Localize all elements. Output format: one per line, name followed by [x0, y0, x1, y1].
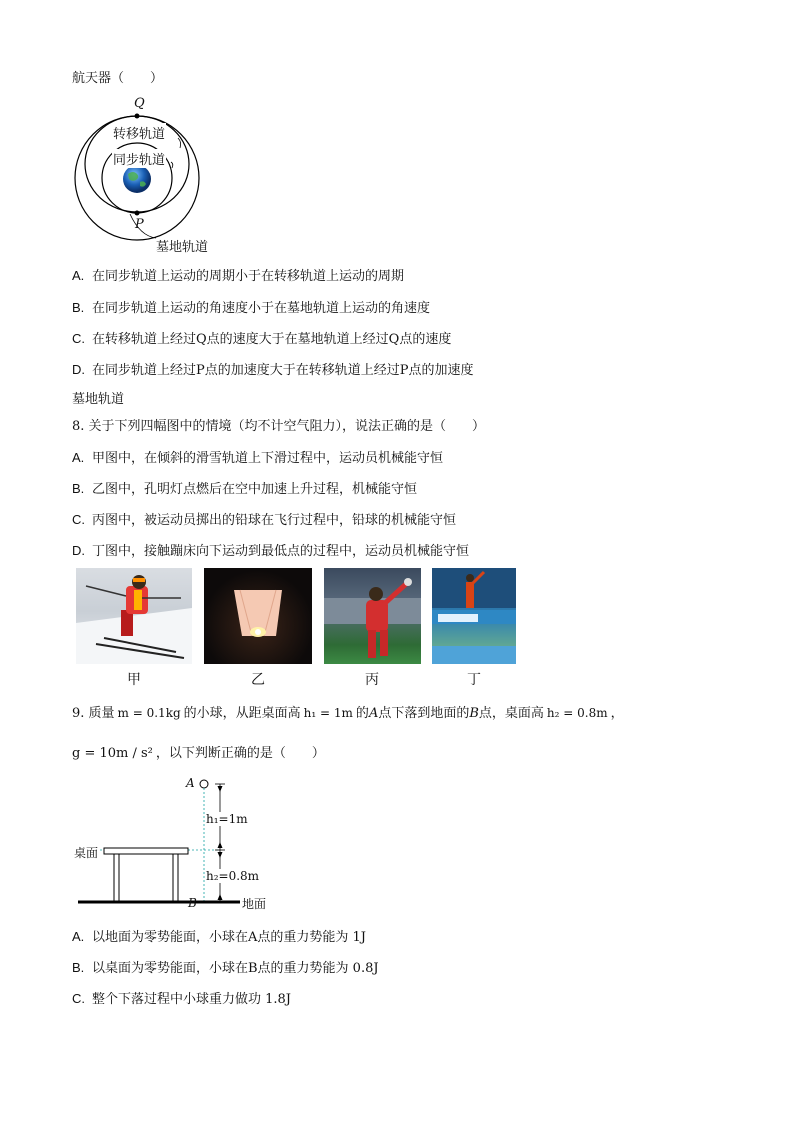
orbit-label-grave: 墓地轨道: [156, 240, 209, 255]
orbit-diagram: [70, 96, 230, 258]
q9-option-b[interactable]: B. 以桌面为零势能面，小球在B点的重力势能为 0.8J: [72, 960, 379, 976]
question-9-stem-line2: g = 10m / s² ，以下判断正确的是（ ）: [72, 746, 325, 761]
photo-trampoline: [432, 568, 516, 664]
fig-point-b: B: [188, 896, 197, 910]
drop-diagram: [70, 772, 290, 912]
q9-option-c[interactable]: C. 整个下落过程中小球重力做功 1.8J: [72, 991, 292, 1007]
ball-a: [200, 780, 208, 788]
q7-option-d[interactable]: D. 在同步轨道上经过P点的加速度大于在转移轨道上经过P点的加速度: [72, 362, 474, 378]
q8-option-a[interactable]: A. 甲图中，在倾斜的滑雪轨道上下滑过程中，运动员机械能守恒: [72, 450, 444, 466]
photo-skier: [76, 568, 192, 664]
fig-ground-label: 地面: [242, 897, 267, 911]
q7-option-b[interactable]: B. 在同步轨道上运动的角速度小于在墓地轨道上运动的角速度: [72, 300, 431, 316]
fig-table-label: 桌面: [74, 846, 99, 860]
caption-bing: 丙: [365, 672, 379, 688]
q8-option-c[interactable]: C. 丙图中，被运动员掷出的铅球在飞行过程中，铅球的机械能守恒: [72, 512, 457, 528]
orbit-label-transfer: 转移轨道: [112, 123, 166, 142]
table-top: [104, 848, 188, 854]
point-p-dot: [135, 211, 140, 216]
question-8-stem: 8. 关于下列四幅图中的情境（均不计空气阻力），说法正确的是（ ）: [72, 419, 486, 434]
caption-jia: 甲: [127, 672, 141, 688]
q8-option-b[interactable]: B. 乙图中，孔明灯点燃后在空中加速上升过程，机械能守恒: [72, 481, 418, 497]
fig-h1-label: h₁=1m: [206, 812, 248, 826]
fig-point-a: A: [186, 776, 195, 790]
photo-sky-lantern: [204, 568, 312, 664]
q7-after-text: 墓地轨道: [72, 392, 125, 407]
orbit-label-p: P: [135, 217, 144, 232]
question-9-stem-line1: 9. 质量 m = 0.1kg 的小球，从距桌面高 h₁ = 1m 的A点下落到地面的B点，桌面高 h₂ = 0.8m ，: [72, 706, 624, 721]
q8-option-d[interactable]: D. 丁图中，接触蹦床向下运动到最低点的过程中，运动员机械能守恒: [72, 543, 470, 559]
q9-option-a[interactable]: A. 以地面为零势能面，小球在A点的重力势能为 1J: [72, 929, 367, 945]
caption-yi: 乙: [251, 672, 265, 688]
caption-ding: 丁: [467, 672, 481, 688]
point-q-dot: [135, 114, 140, 119]
q7-option-a[interactable]: A. 在同步轨道上运动的周期小于在转移轨道上运动的周期: [72, 268, 405, 284]
orbit-label-q: Q: [134, 96, 145, 111]
question-7-tail: 航天器（ ）: [72, 71, 164, 86]
orbit-label-sync: 同步轨道: [112, 149, 166, 168]
photo-shot-put: [324, 568, 421, 664]
fig-h2-label: h₂=0.8m: [206, 869, 260, 883]
q7-option-c[interactable]: C. 在转移轨道上经过Q点的速度大于在墓地轨道上经过Q点的速度: [72, 331, 452, 347]
